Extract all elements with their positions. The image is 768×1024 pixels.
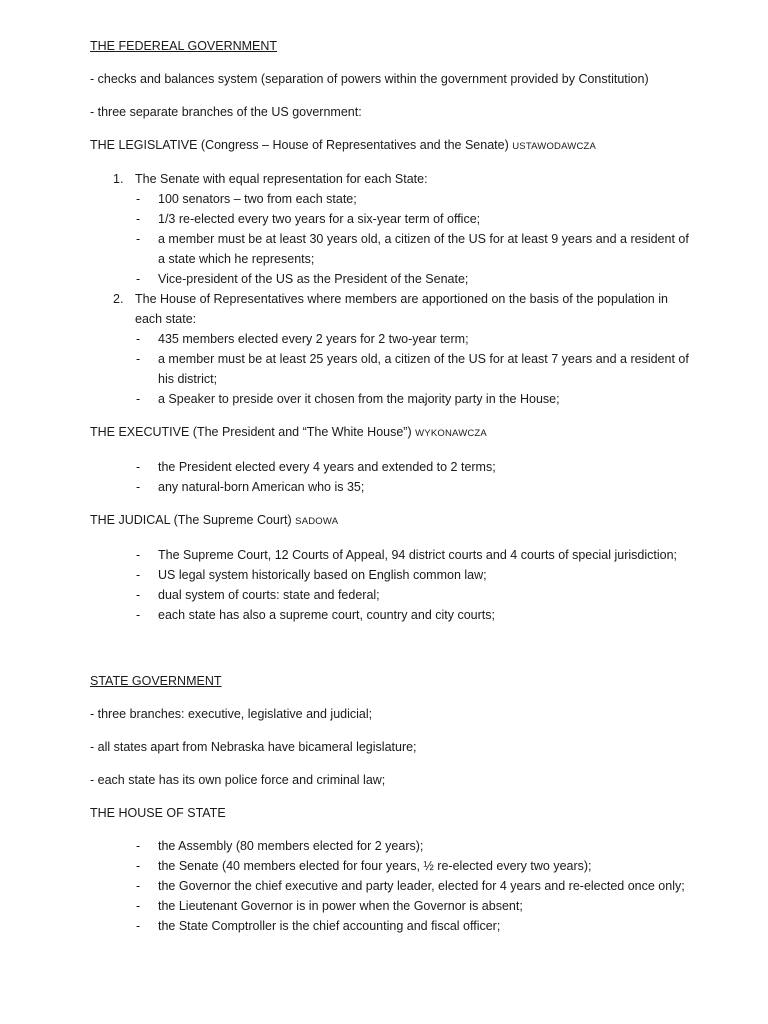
list-item: - US legal system historically based on English common law; [158, 565, 690, 585]
sub-list-item: - Vice-president of the US as the President of the Senate; [158, 269, 690, 289]
house-list [90, 836, 690, 936]
federal-intro-1: - checks and balances system (separation of powers within the government provided by Constitution) [90, 72, 649, 86]
list-item: - the Lieutenant Governor is in power when the Governor is absent; [158, 896, 690, 916]
judical-heading [90, 510, 690, 532]
judical-tag: SADOWA [295, 516, 339, 527]
list-item: - the State Comptroller is the chief accounting and fiscal officer; [158, 916, 690, 936]
legislative-tag: USTAWODAWCZA [512, 141, 597, 152]
state-intro-2: - all states apart from Nebraska have bicameral legislature; [90, 740, 417, 754]
federal-title: THE FEDEREAL GOVERNMENT [90, 39, 278, 53]
state-intro-3: - each state has its own police force and criminal law; [90, 773, 386, 787]
section-spacer [90, 638, 690, 671]
sub-list-item: - a member must be at least 30 years old, a citizen of the US for at least 9 years and a resident of a state which he represents; [158, 229, 690, 269]
sub-list [135, 329, 690, 409]
sub-list-item: - a member must be at least 25 years old, a citizen of the US for at least 7 years and a resident of his district; [158, 349, 690, 389]
state-intro-1: - three branches: executive, legislative and judicial; [90, 707, 373, 721]
judical-heading-text: THE JUDICAL (The Supreme Court) [90, 513, 296, 527]
list-item-text: The House of Representatives where members are apportioned on the basis of the population in each state: [135, 292, 668, 326]
list-item [113, 289, 690, 409]
list-number: 2. [113, 292, 124, 306]
sub-list-item: - 100 senators – two from each state; [158, 189, 690, 209]
list-item: - the Assembly (80 members elected for 2 years); [158, 836, 690, 856]
legislative-heading [90, 135, 690, 157]
executive-heading [90, 422, 690, 444]
list-item: - the President elected every 4 years and extended to 2 terms; [158, 457, 690, 477]
executive-tag: WYKONAWCZA [415, 428, 487, 439]
list-item: - the Senate (40 members elected for four years, ½ re-elected every two years); [158, 856, 690, 876]
house-heading: THE HOUSE OF STATE [90, 806, 226, 820]
sub-list-item: - a Speaker to preside over it chosen from the majority party in the House; [158, 389, 690, 409]
legislative-heading-text: THE LEGISLATIVE (Congress – House of Representatives and the Senate) [90, 138, 513, 152]
sub-list [135, 189, 690, 289]
list-item: - dual system of courts: state and federal; [158, 585, 690, 605]
list-item: - the Governor the chief executive and party leader, elected for 4 years and re-elected once only; [158, 876, 690, 896]
list-item: - any natural-born American who is 35; [158, 477, 690, 497]
list-item-text: The Senate with equal representation for each State: [135, 172, 428, 186]
list-item: - The Supreme Court, 12 Courts of Appeal, 94 district courts and 4 courts of special jurisdiction; [158, 545, 690, 565]
list-item: - each state has also a supreme court, country and city courts; [158, 605, 690, 625]
judical-list [90, 545, 690, 625]
sub-list-item: - 435 members elected every 2 years for 2 two-year term; [158, 329, 690, 349]
list-number: 1. [113, 172, 124, 186]
document-page [90, 36, 690, 949]
federal-intro-2: - three separate branches of the US government: [90, 105, 362, 119]
legislative-list [90, 169, 690, 409]
executive-heading-text: THE EXECUTIVE (The President and “The White House”) [90, 425, 416, 439]
executive-list [90, 457, 690, 497]
list-item [113, 169, 690, 289]
sub-list-item: - 1/3 re-elected every two years for a six-year term of office; [158, 209, 690, 229]
state-title: STATE GOVERNMENT [90, 674, 222, 688]
